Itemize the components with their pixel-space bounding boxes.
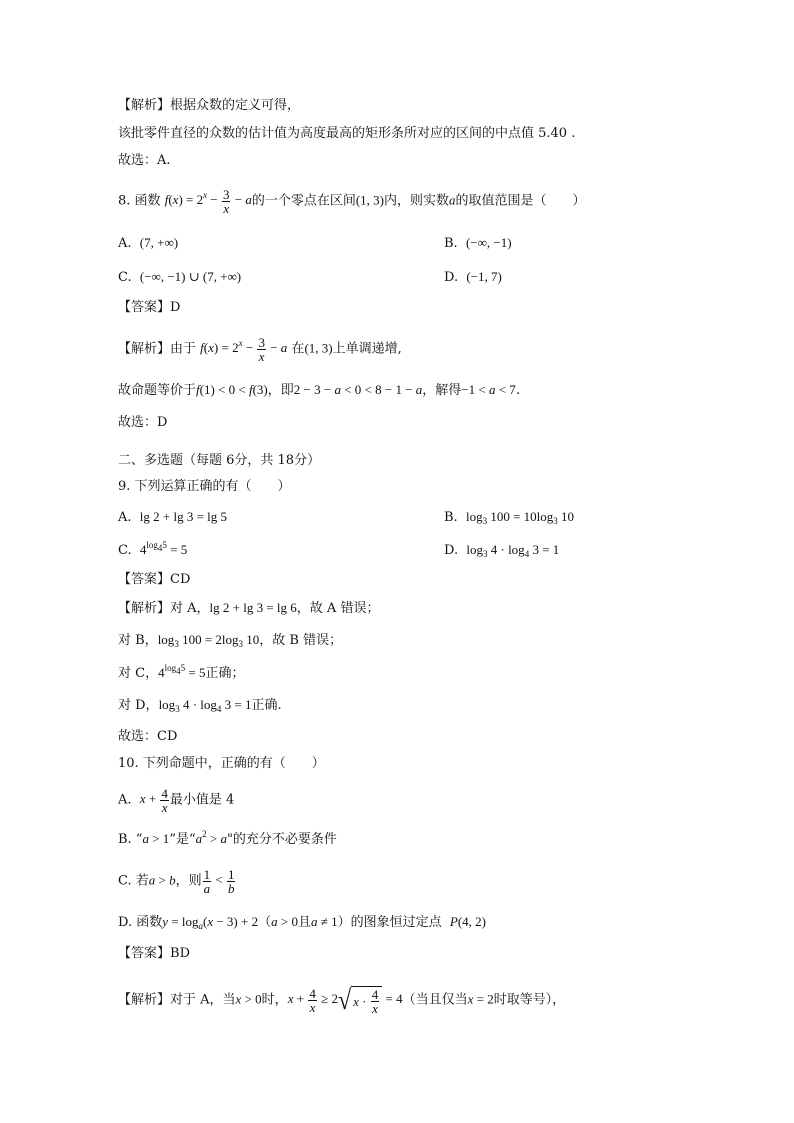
q9-analysis-d: 对 D，$\log_3 4 \cdot \log_4 3 = 1$正确. (118, 697, 282, 714)
analysis-label: 【解析】 (118, 98, 171, 113)
q7-analysis-line (118, 96, 300, 116)
q8-answer-line: 【答案】D (118, 300, 181, 315)
q8-function-formula: $f(x) = 2^x$ − $\frac{3}{x}$ − a (164, 187, 252, 216)
q10-option-b: B. “a > 1”是“$a^2 > a$"的充分不必要条件 (118, 829, 337, 847)
q9-analysis-a: 【解析】对 A，lg 2 + lg 3 = lg 6，故 A 错误； (118, 600, 380, 616)
q10-option-a: A. x + $\frac{4}{x}$ 最小值是 4 (118, 786, 235, 815)
q8-var-a: a (449, 192, 456, 208)
q8-option-c: C. (−∞, −1) ∪ (7, +∞) (118, 269, 242, 285)
q10-analysis-a: 【解析】对于 A，当x > 0时，x + $\frac{4}{x}$ ≥ 2 √ x · $\frac{4}{x}$ = 4（当且仅当x = 2时取等号）， (118, 985, 566, 1016)
q9-option-a: A. lg 2 + lg 3 = lg 5 (118, 509, 228, 525)
q8-pick-line: 故选：D (118, 415, 168, 430)
q8-answer: D (170, 300, 181, 315)
q9-answer-line: 【答案】CD (118, 572, 191, 587)
q10-option-c: C. 若a > b，则 $\frac{1}{a}$ < $\frac{1}{b}$ (118, 867, 235, 896)
q9-analysis-b: 对 B，$\log_3 100 = 2\log_3$ 10，故 B 错误； (118, 632, 343, 649)
q8-option-d: D. (−1, 7) (444, 269, 502, 285)
section-title: 二、多选题（每题 6分，共 18分） (118, 453, 321, 468)
q8-option-b: B. (−∞, −1) (444, 235, 512, 251)
q10-option-d: D. 函数$y = \log_a(x - 3) + 2(a > 0$且a ≠ 1）的图象恒过定点 P(4, 2) (118, 914, 487, 931)
q7-pick-line: 故选：A. (118, 153, 171, 168)
q9-option-d: D. $\log_3 4 \cdot \log_4 3 = 1$ (444, 542, 560, 559)
q9-option-c: C. $4^{log_45} = 5$ (118, 540, 188, 558)
q10-answer-line: 【答案】BD (118, 946, 190, 961)
q8-interval: (1, 3) (355, 192, 384, 208)
q9-pick-line: 故选：CD (118, 729, 178, 744)
q8-stem: 8. 函数 $f(x) = 2^x$ − $\frac{3}{x}$ − a的一个零点在区间(1, 3)内，则实数a的取值范围是（ ） (118, 187, 586, 216)
q7-analysis-text: 根据众数的定义可得， (170, 98, 301, 113)
q9-option-b: B. $\log_3 100 = 10\log_3$ 10 (444, 509, 575, 526)
q10-stem: 10. 下列命题中，正确的有（ ） (118, 756, 325, 771)
q8-option-a: A. (7, +∞) (118, 235, 179, 251)
q9-analysis-c: 对 C，$4^{log_45} = 5$正确； (118, 663, 245, 681)
q8-equiv-line: 故命题等价于f(1) < 0 < f(3)，即2 − 3 − a < 0 < 8 − 1 − a，解得−1 < a < 7. (118, 382, 520, 398)
q9-stem: 9. 下列运算正确的有（ ） (118, 479, 291, 494)
q9-answer: CD (170, 572, 191, 587)
q10-answer: BD (170, 946, 190, 961)
q8-analysis-line: 【解析】由于 $f(x) = 2^x$ − $\frac{3}{x}$ − a 在(1, 3)上单调递增, (118, 335, 402, 364)
q7-detail-line: 该批零件直径的众数的估计值为高度最高的矩形条所对应的区间的中点值 5.40 . (118, 126, 576, 141)
